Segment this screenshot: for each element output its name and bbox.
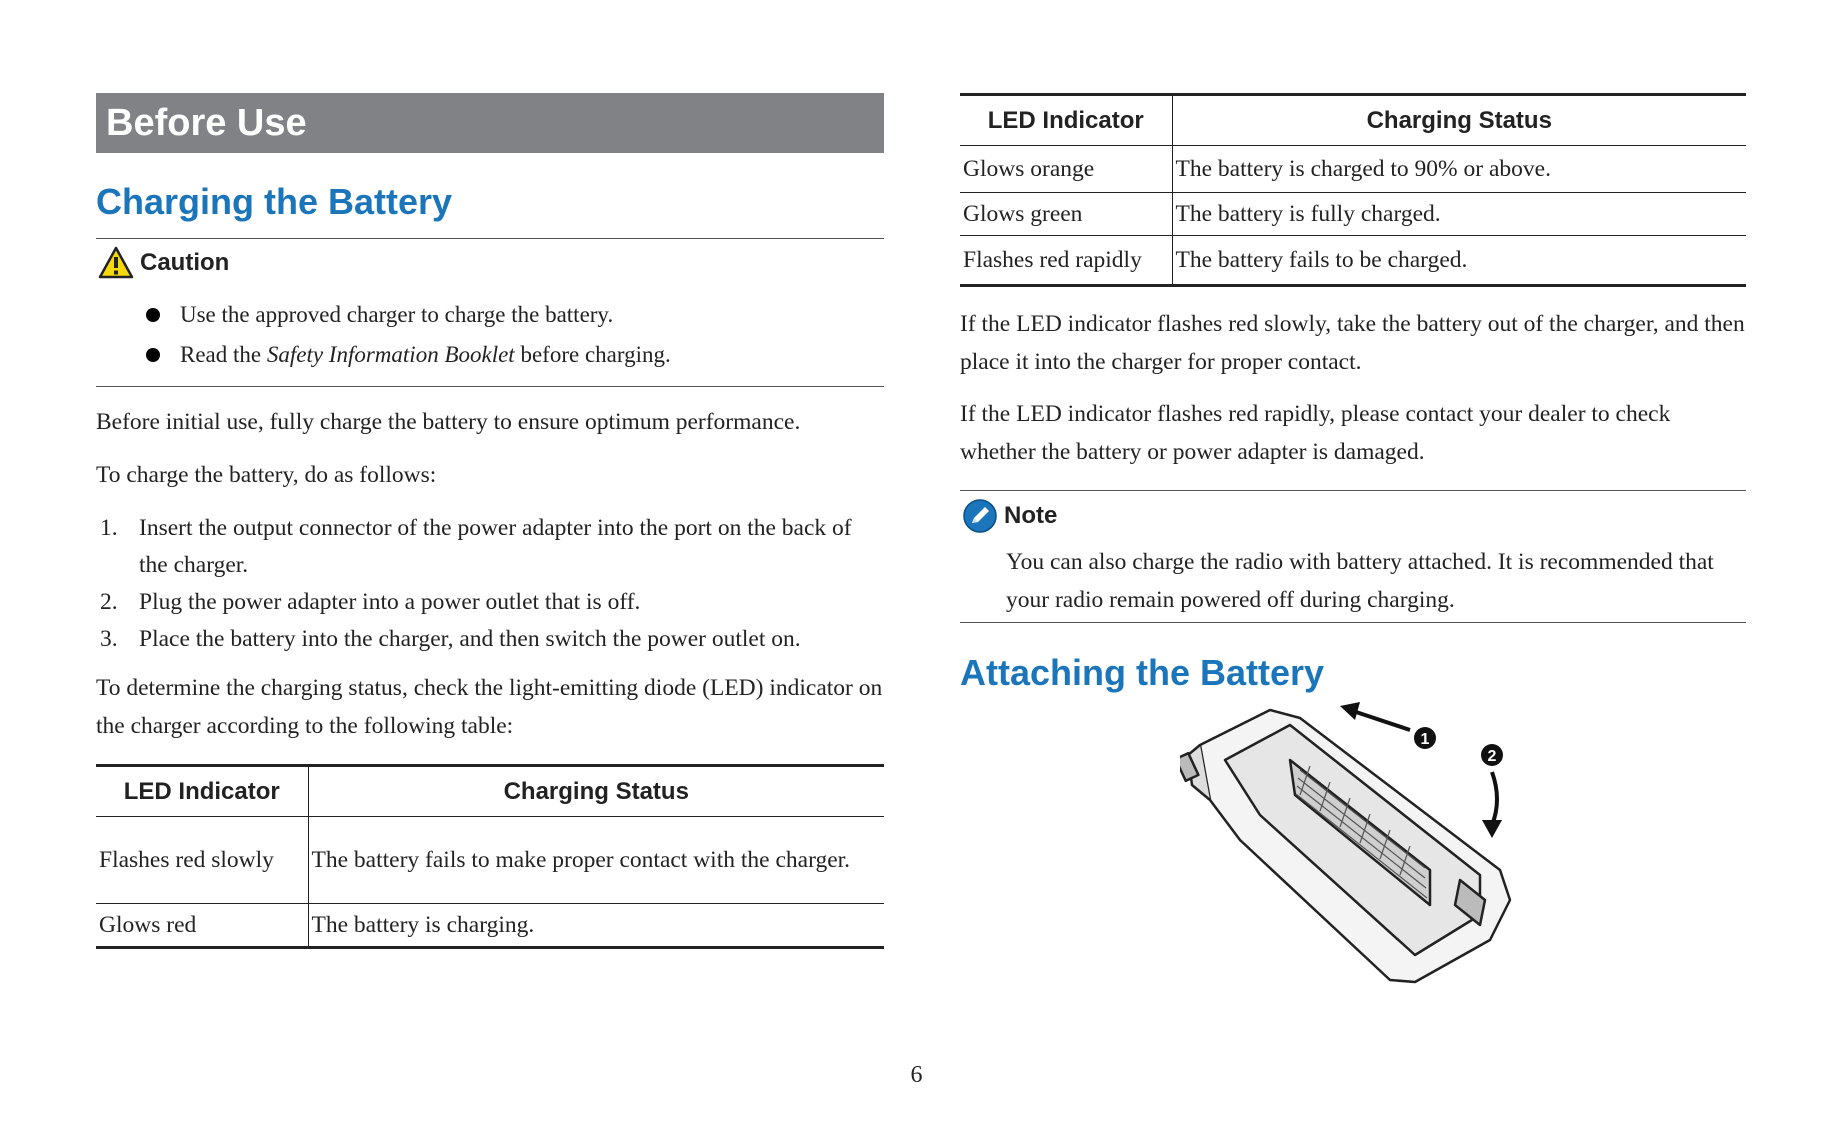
table-cell: The battery is charged to 90% or above. [1172, 146, 1746, 193]
arrow-2-icon [1481, 744, 1503, 838]
warning-icon [98, 245, 134, 281]
table-header: Charging Status [1172, 95, 1746, 146]
table-header: LED Indicator [960, 95, 1172, 146]
section-title: Before Use [96, 93, 884, 153]
caution-bottom-rule [96, 386, 884, 387]
slow-flash-advice: If the LED indicator flashes red slowly, take the battery out of the charger, and then place it into the charger for proper contact. [960, 311, 1745, 375]
table-row [96, 817, 884, 904]
table-cell: Flashes red slowly [96, 817, 308, 904]
page-number: 6 [910, 1062, 923, 1088]
note-icon [962, 498, 998, 534]
attaching-heading: Attaching the Battery [960, 652, 1325, 693]
table-row [960, 146, 1746, 193]
callout-2-label: 2 [1487, 748, 1497, 765]
caution-top-rule [96, 238, 884, 239]
table-cell: Glows orange [960, 146, 1172, 193]
intro-text: Before initial use, fully charge the battery to ensure optimum performance. [96, 409, 801, 435]
bullet-icon [146, 348, 160, 362]
led-table-left [96, 764, 884, 949]
step-item: 2. Plug the power adapter into a power outlet that is off. [100, 589, 641, 615]
table-header: Charging Status [308, 766, 884, 817]
table-cell: The battery fails to be charged. [1172, 236, 1746, 286]
battery-attach-illustration [1180, 700, 1530, 990]
steps-intro: To charge the battery, do as follows: [96, 462, 437, 488]
table-cell: The battery is fully charged. [1172, 193, 1746, 236]
table-row [960, 193, 1746, 236]
caution-label: Caution [140, 249, 230, 276]
table-header: LED Indicator [96, 766, 308, 817]
callout-1-label: 1 [1420, 731, 1430, 748]
note-top-rule [960, 490, 1746, 491]
table-cell: Flashes red rapidly [960, 236, 1172, 286]
note-bottom-rule [960, 622, 1746, 623]
charging-heading: Charging the Battery [96, 181, 453, 222]
step-item: 1. Insert the output connector of the power adapter into the port on the back of the charger. [100, 515, 852, 578]
caution-item: Read the Safety Information Booklet before charging. [96, 335, 884, 375]
step-item: 3. Place the battery into the charger, and then switch the power outlet on. [100, 626, 801, 652]
caution-list [96, 295, 884, 375]
note-label: Note [1004, 502, 1058, 529]
arrow-1-icon [1340, 702, 1436, 749]
table-row [96, 904, 884, 948]
note-title [962, 498, 1057, 534]
caution-title [98, 245, 229, 281]
status-intro: To determine the charging status, check the light-emitting diode (LED) indicator on the charger according to the following table: [96, 675, 883, 739]
led-table-right [960, 93, 1746, 287]
caution-item: Use the approved charger to charge the battery. [96, 295, 884, 335]
table-cell: The battery is charging. [308, 904, 884, 948]
table-cell: Glows red [96, 904, 308, 948]
table-cell: Glows green [960, 193, 1172, 236]
table-cell: The battery fails to make proper contact with the charger. [308, 817, 884, 904]
radio-battery-drawing [1180, 700, 1530, 990]
rapid-flash-advice: If the LED indicator flashes red rapidly, please contact your dealer to check whether the battery or power adapter is damaged. [960, 401, 1671, 465]
note-text: You can also charge the radio with battery attached. It is recommended that your radio remain powered off during charging. [1006, 549, 1714, 613]
bullet-icon [146, 308, 160, 322]
steps-list [96, 510, 884, 658]
table-row [960, 236, 1746, 286]
